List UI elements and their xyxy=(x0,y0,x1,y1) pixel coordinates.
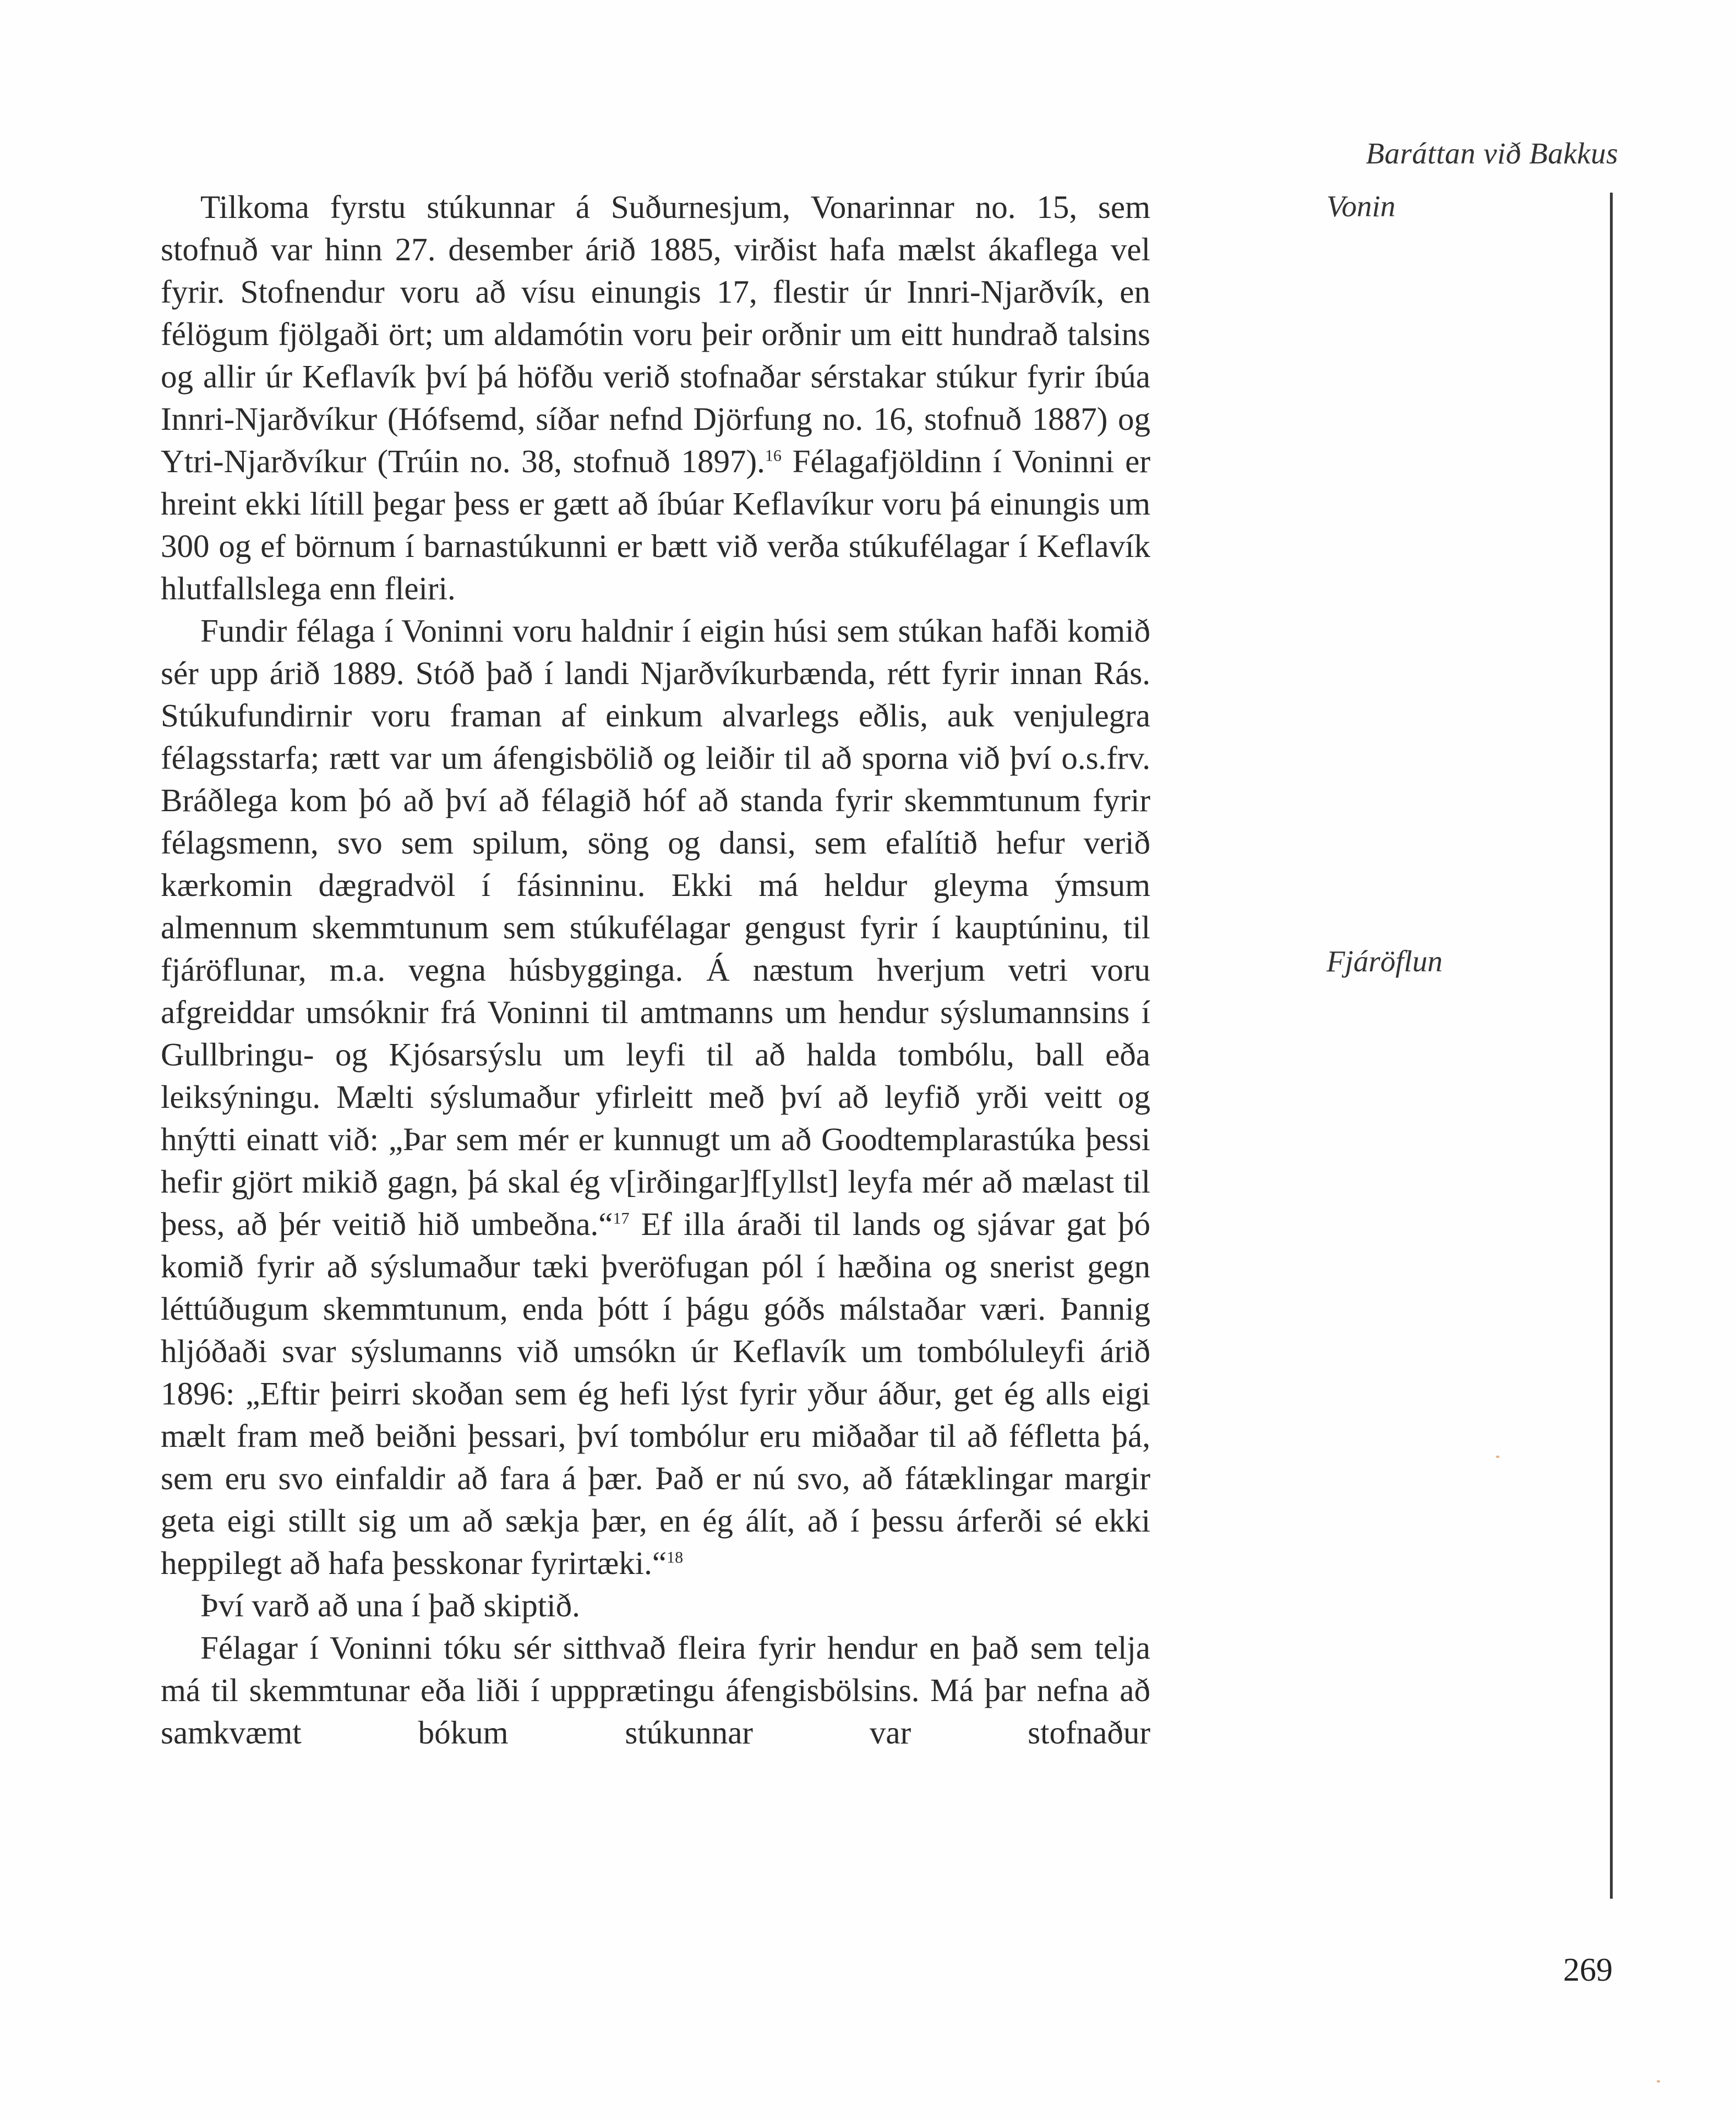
paragraph-3-text: Því varð að una í það skiptið. xyxy=(200,1587,580,1623)
body-text xyxy=(161,186,1150,1754)
paragraph-3 xyxy=(161,1584,1150,1627)
footnote-ref-16: 16 xyxy=(765,446,782,465)
paragraph-1-text-cont: Félagafjöldinn í Voninni er hreint ekki lítill þegar þess er gætt að íbúar Keflavíkur voru þá einungis um 300 og ef börnum í barnastúkunni er bætt við verða stúkufélagar í Keflavík hlutfallslega enn fleiri. xyxy=(161,443,1150,606)
footnote-ref-18: 18 xyxy=(667,1548,684,1567)
margin-note-vonin: Vonin xyxy=(1326,189,1396,223)
paragraph-2-text: Fundir félaga í Voninni voru haldnir í eigin húsi sem stúkan hafði komið sér upp árið 1889. Stóð það í landi Njarðvíkurbænda, rétt fyrir innan Rás. Stúkufundirnir voru framan af einkum alvarlegs eðlis, auk venjulegra félagsstarfa; rætt var um áfengisbölið og leiðir til að sporna við því o.s.frv. Bráðlega kom þó að því að félagið hóf að standa fyrir skemmtunum fyrir félagsmenn, svo sem spilum, söng og dansi, sem efalítið hefur verið kærkomin dægradvöl í fásinninu. Ekki má heldur gleyma ýmsum almennum skemmtunum sem stúkufélagar gengust fyrir í kauptúninu, til fjáröflunar, m.a. vegna húsbygginga. Á næstum hverjum vetri voru afgreiddar umsóknir frá Voninni til amtmanns um hendur sýslumannsins í Gullbringu- og Kjósarsýslu um leyfi til að halda tombólu, ball eða leiksýningu. Mælti sýslumaður yfirleitt með því að leyfið yrði veitt og hnýtti einatt við: „Þar sem mér er kunnugt um að Goodtemplarastúka þessi hefir gjört mikið gagn, þá skal ég v[irðingar]f[yllst] leyfa mér að mælast til þess, að þér veitið hið umbeðna.“ xyxy=(161,613,1150,1242)
paragraph-1-text: Tilkoma fyrstu stúkunnar á Suðurnesjum, Vonarinnar no. 15, sem stofnuð var hinn 27. desember árið 1885, virðist hafa mælst ákaflega vel fyrir. Stofnendur voru að vísu einungis 17, flestir úr Innri-Njarðvík, en félögum fjölgaði ört; um aldamótin voru þeir orðnir um eitt hundrað talsins og allir úr Keflavík því þá höfðu verið stofnaðar sérstakar stúkur fyrir íbúa Innri-Njarðvíkur (Hófsemd, síðar nefnd Djörfung no. 16, stofnuð 1887) og Ytri-Njarðvíkur (Trúin no. 38, stofnuð 1897). xyxy=(161,189,1150,479)
margin-note-fjaroflun: Fjáröflun xyxy=(1326,944,1443,978)
paper-speck xyxy=(1496,1456,1499,1458)
paragraph-4-text: Félagar í Voninni tóku sér sitthvað fleira fyrir hendur en það sem telja má til skemmtunar eða liði í uppprætingu áfengisbölsins. Má þar nefna að samkvæmt bókum stúkunnar var stofnaður xyxy=(161,1630,1150,1751)
paragraph-4 xyxy=(161,1627,1150,1754)
footnote-ref-17: 17 xyxy=(613,1209,630,1228)
vertical-rule xyxy=(1610,193,1613,1899)
page-number: 269 xyxy=(1563,1951,1613,1988)
paper-speck xyxy=(1657,2080,1660,2082)
paragraph-2 xyxy=(161,610,1150,1584)
paragraph-1 xyxy=(161,186,1150,610)
running-head: Baráttan við Bakkus xyxy=(1366,136,1618,170)
paragraph-2-text-cont: Ef illa áraði til lands og sjávar gat þó komið fyrir að sýslumaður tæki þveröfugan pól í hæðina og snerist gegn léttúðugum skemmtunum, enda þótt í þágu góðs málstaðar væri. Þannig hljóðaði svar sýslumanns við umsókn úr Keflavík um tombóluleyfi árið 1896: „Eftir þeirri skoðan sem ég hefi lýst fyrir yður áður, get ég alls eigi mælt fram með beiðni þessari, því tombólur eru miðaðar til að féfletta þá, sem eru svo einfaldir að fara á þær. Það er nú svo, að fátæklingar margir geta eigi stillt sig um að sækja þær, en ég álít, að í þessu árferði sé ekki heppilegt að hafa þesskonar fyrirtæki.“ xyxy=(161,1206,1150,1581)
